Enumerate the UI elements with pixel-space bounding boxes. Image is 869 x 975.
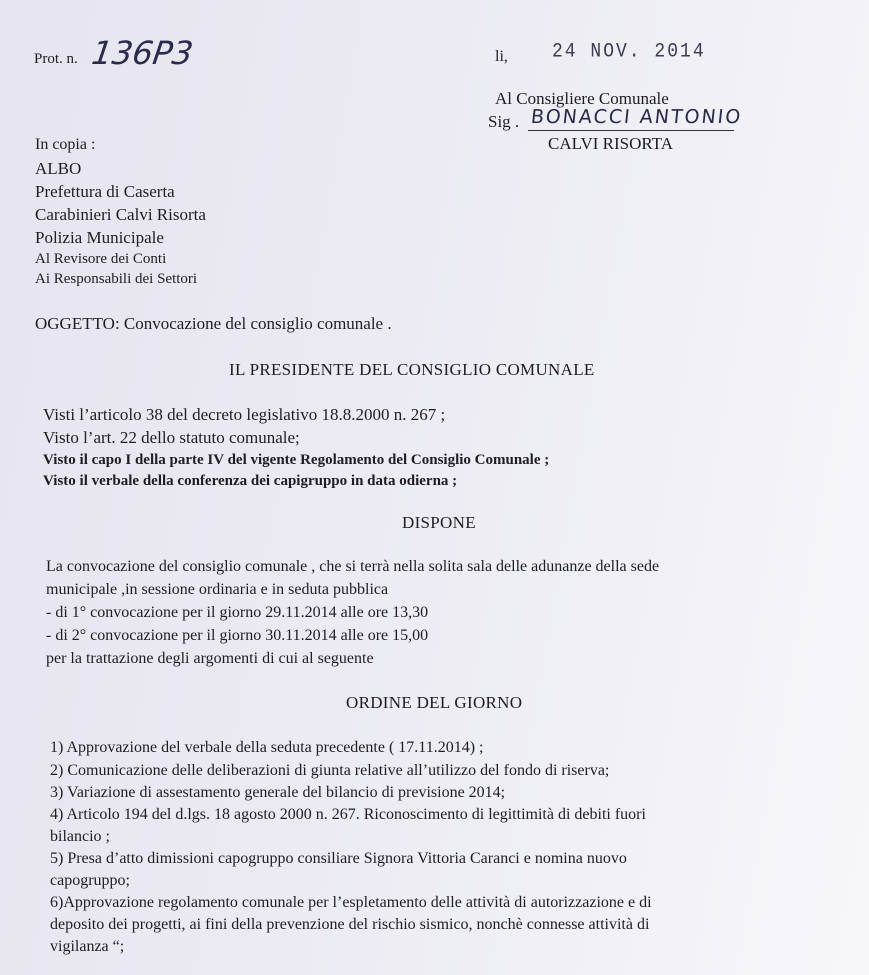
oggetto: OGGETTO: Convocazione del consiglio comunale . [35,314,392,333]
ordine-line: bilancio ; [50,828,110,845]
copy-title: In copia : [35,136,96,153]
copy-item: Ai Responsabili dei Settori [35,271,198,287]
dispone-line: - di 1° convocazione per il giorno 29.11.2014 alle ore 13,30 [46,604,429,621]
ordine-line: vigilanza “; [50,938,125,955]
ordine-line: 5) Presa d’atto dimissioni capogruppo consiliare Signora Vittoria Caranci e nomina nuovo [50,850,627,867]
dispone-line: municipale ,in sessione ordinaria e in seduta pubblica [46,581,389,598]
ordine-line: 2) Comunicazione delle deliberazioni di giunta relative all’utilizzo del fondo di riserva; [50,762,610,779]
president-title: IL PRESIDENTE DEL CONSIGLIO COMUNALE [229,360,595,379]
copy-item: Polizia Municipale [35,228,164,247]
dispone-title: DISPONE [402,513,476,532]
visti-line: Visto il verbale della conferenza dei capigruppo in data odierna ; [43,473,458,489]
prot-number: 136P3 [89,34,196,72]
dispone-line: per la trattazione degli argomenti di cui al seguente [46,650,374,667]
place-label: li, [495,48,508,65]
copy-item: Prefettura di Caserta [35,182,175,201]
ordine-line: 6)Approvazione regolamento comunale per l’espletamento delle attività di autorizzazione e di [50,894,652,911]
copy-item: ALBO [35,159,82,178]
visti-line: Visto l’art. 22 dello statuto comunale; [43,428,300,447]
ordine-line: 1) Approvazione del verbale della seduta precedente ( 17.11.2014) ; [50,739,484,756]
ordine-line: 3) Variazione di assestamento generale del bilancio di previsione 2014; [50,784,506,801]
ordine-line: capogruppo; [50,872,130,889]
copy-item: Al Revisore dei Conti [35,251,167,267]
visti-line: Visti l’articolo 38 del decreto legislativo 18.8.2000 n. 267 ; [43,405,446,424]
copy-item: Carabinieri Calvi Risorta [35,205,206,224]
recipient-name: BONACCI ANTONIO [529,106,744,128]
ordine-line: deposito dei progetti, ai fini della prevenzione del rischio sismico, nonchè connesse attività di [50,916,650,933]
dispone-line: - di 2° convocazione per il giorno 30.11.2014 alle ore 15,00 [46,627,429,644]
ordine-line: 4) Articolo 194 del d.lgs. 18 agosto 2000 n. 267. Riconoscimento di legittimità di debiti fuori [50,806,646,823]
dispone-line: La convocazione del consiglio comunale , che si terrà nella solita sala delle adunanze della sede [46,558,660,575]
recipient-title: Al Consigliere Comunale [495,89,669,108]
name-underline [528,130,734,131]
ordine-title: ORDINE DEL GIORNO [346,693,523,712]
sig-label: Sig . [488,112,520,131]
date-stamp: 24 NOV. 2014 [552,40,706,64]
prot-label: Prot. n. [34,51,78,67]
visti-line: Visto il capo I della parte IV del vigente Regolamento del Consiglio Comunale ; [43,452,550,468]
recipient-city: CALVI RISORTA [548,134,673,153]
